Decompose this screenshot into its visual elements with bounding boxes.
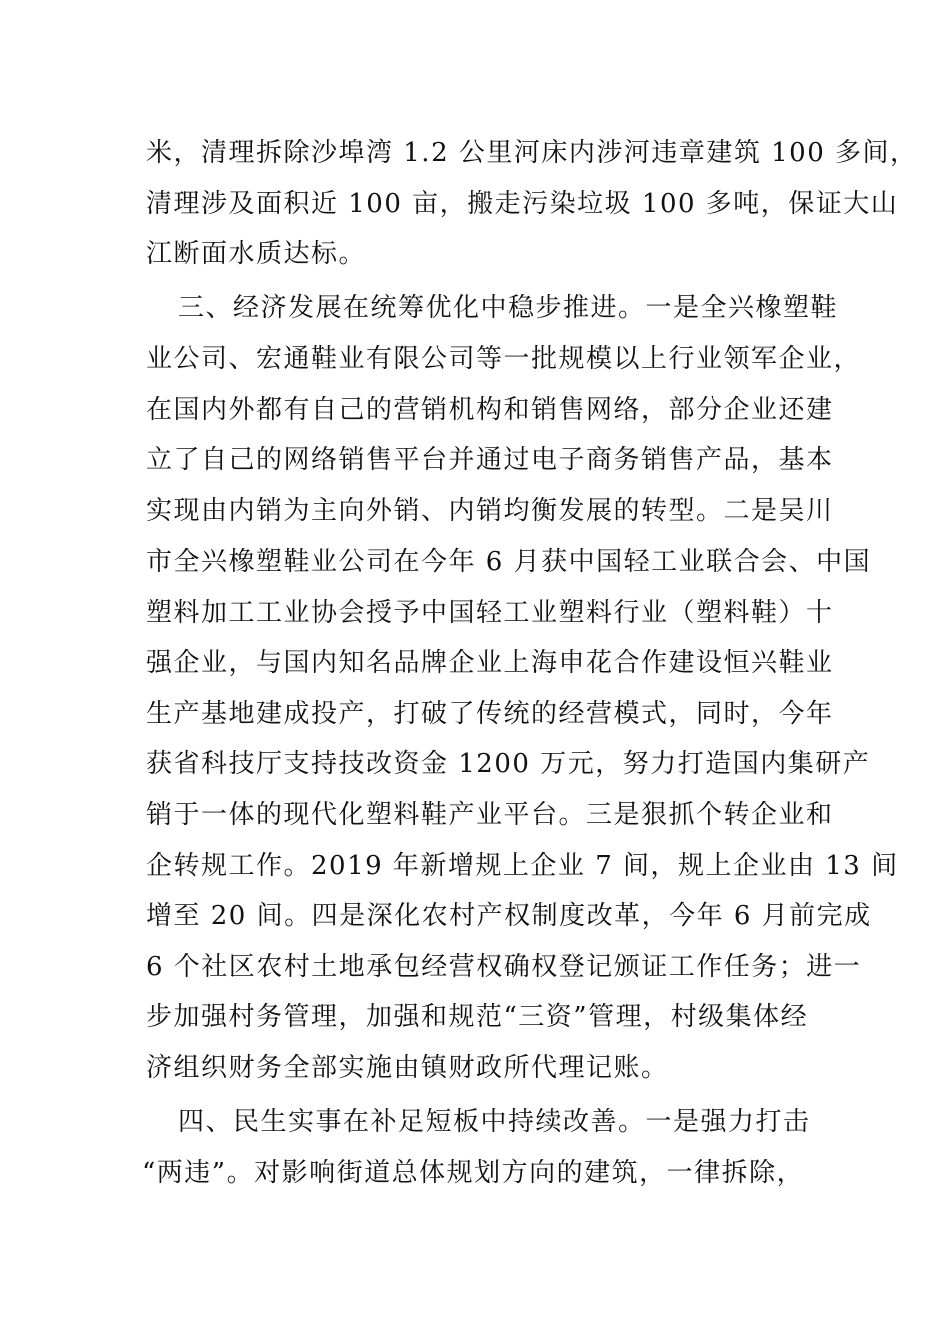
text-line-16: 增至 20 间。四是深化农村产权制度改革，今年 6 月前完成 [146,901,872,931]
text-line-3: 江断面水质达标。 [146,239,367,269]
text-line-6: 在国内外都有自己的营销机构和销售网络，部分企业还建 [146,395,834,425]
text-line-5: 业公司、宏通鞋业有限公司等一批规模以上行业领军企业， [146,344,862,374]
paragraph-3-heading-line: 三、经济发展在统筹优化中稳步推进。一是全兴橡塑鞋 [178,293,839,323]
text-line-19: 济组织财务全部实施由镇财政所代理记账。 [146,1053,669,1083]
text-line-12: 生产基地建成投产，打破了传统的经营模式，同时，今年 [146,699,834,729]
text-line-1: 米，清理拆除沙埠湾 1.2 公里河床内涉河违章建筑 100 多间， [146,138,918,168]
text-line-7: 立了自己的网络销售平台并通过电子商务销售产品，基本 [146,445,834,475]
text-line-21: “两违”。对影响街道总体规划方向的建筑，一律拆除， [142,1158,805,1188]
text-line-11: 强企业，与国内知名品牌企业上海申花合作建设恒兴鞋业 [146,648,834,678]
text-line-8: 实现由内销为主向外销、内销均衡发展的转型。二是吴川 [146,496,834,526]
text-line-14: 销于一体的现代化塑料鞋产业平台。三是狠抓个转企业和 [146,800,834,830]
text-line-9: 市全兴橡塑鞋业公司在今年 6 月获中国轻工业联合会、中国 [146,547,872,577]
text-line-17: 6 个社区农村土地承包经营权确权登记颁证工作任务；进一 [146,952,862,982]
text-line-10: 塑料加工工业协会授予中国轻工业塑料行业（塑料鞋）十 [146,598,834,628]
text-line-2: 清理涉及面积近 100 亩，搬走污染垃圾 100 多吨，保证大山 [146,189,899,219]
text-line-13: 获省科技厅支持技改资金 1200 万元，努力打造国内集研产 [146,749,871,779]
text-line-15: 企转规工作。2019 年新增规上企业 7 间，规上企业由 13 间 [146,851,899,881]
text-line-18: 步加强村务管理，加强和规范“三资”管理，村级集体经 [146,1002,809,1032]
paragraph-4-heading-line: 四、民生实事在补足短板中持续改善。一是强力打击 [178,1107,811,1137]
